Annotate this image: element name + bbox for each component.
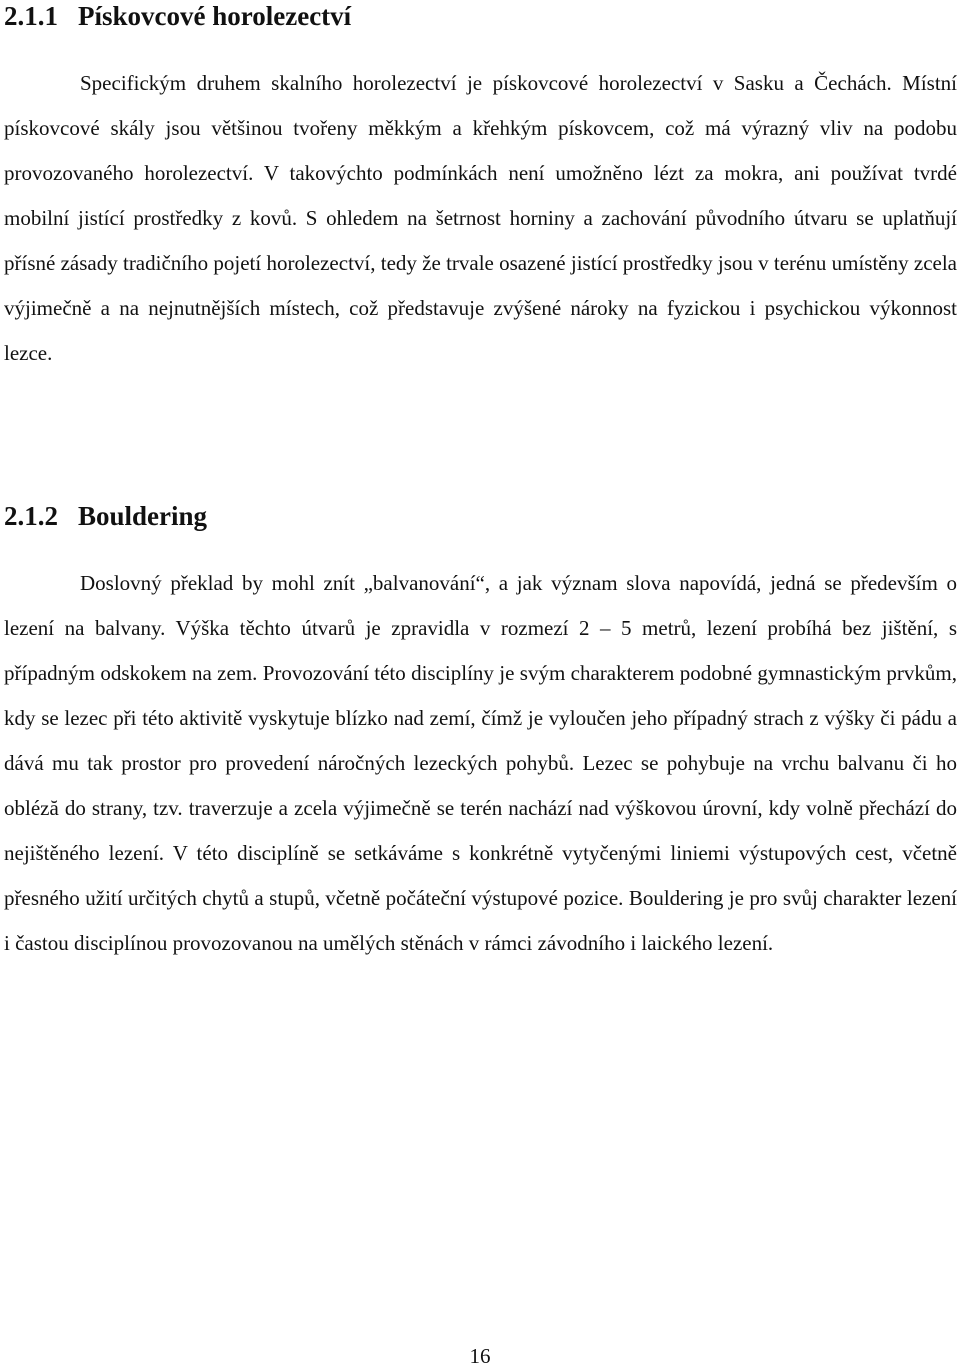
section-number: 2.1.1 — [4, 1, 58, 31]
section-heading-2-1-1 — [4, 0, 351, 32]
page-number: 16 — [469, 1344, 491, 1368]
section-number: 2.1.2 — [4, 501, 58, 531]
section-title: Pískovcové horolezectví — [78, 1, 352, 31]
section-heading-2-1-2 — [4, 500, 207, 532]
section-paragraph-2-1-2: Doslovný překlad by mohl znít „balvanování“, a jak význam slova napovídá, jedná se především o lezení na balvany. Výška těchto útvarů je zpravidla v rozmezí 2 – 5 metrů, lezení probíhá bez jištění, s případným odskokem na zem. Provozování této disciplíny je svým charakterem podobné gymnastickým prvkům, kdy se lezec při této aktivitě vyskytuje blízko nad zemí, čímž je vyloučen jeho případný strach z výšky či pádu a dává mu tak prostor pro provedení náročných lezeckých pohybů. Lezec se pohybuje na vrchu balvanu či ho obléză do strany, tzv. traverzuje a zcela výjimečně se terén nachází nad výškovou úrovní, kdy volně přechází do nejištěného lezení. V této disciplíně se setkáváme s konkrétně vytyčenými liniemi výstupových cest, včetně přesného užití určitých chytů a stupů, včetně počáteční výstupové pozice. Bouldering je pro svůj charakter lezení i častou disciplínou provozovanou na umělých stěnách v rámci závodního i laického lezení. — [4, 571, 957, 955]
section-paragraph-2-1-1: Specifickým druhem skalního horolezectví je pískovcové horolezectví v Sasku a Čechách. Místní pískovcové skály jsou většinou tvořeny měkkým a křehkým pískovcem, což má výrazný vliv na podobu provozovaného horolezectví. V takovýchto podmínkách není umožněno lézt za mokra, ani používat tvrdé mobilní jistící prostředky z kovů. S ohledem na šetrnost horniny a zachování původního útvaru se uplatňují přísné zásady tradičního pojetí horolezectví, tedy že trvale osazené jistící prostředky jsou v terénu umístěny zcela výjimečně a na nejnutnějších místech, což představuje zvýšené nároky na fyzickou i psychickou výkonnost lezce. — [4, 71, 957, 365]
section-title: Bouldering — [78, 501, 208, 531]
